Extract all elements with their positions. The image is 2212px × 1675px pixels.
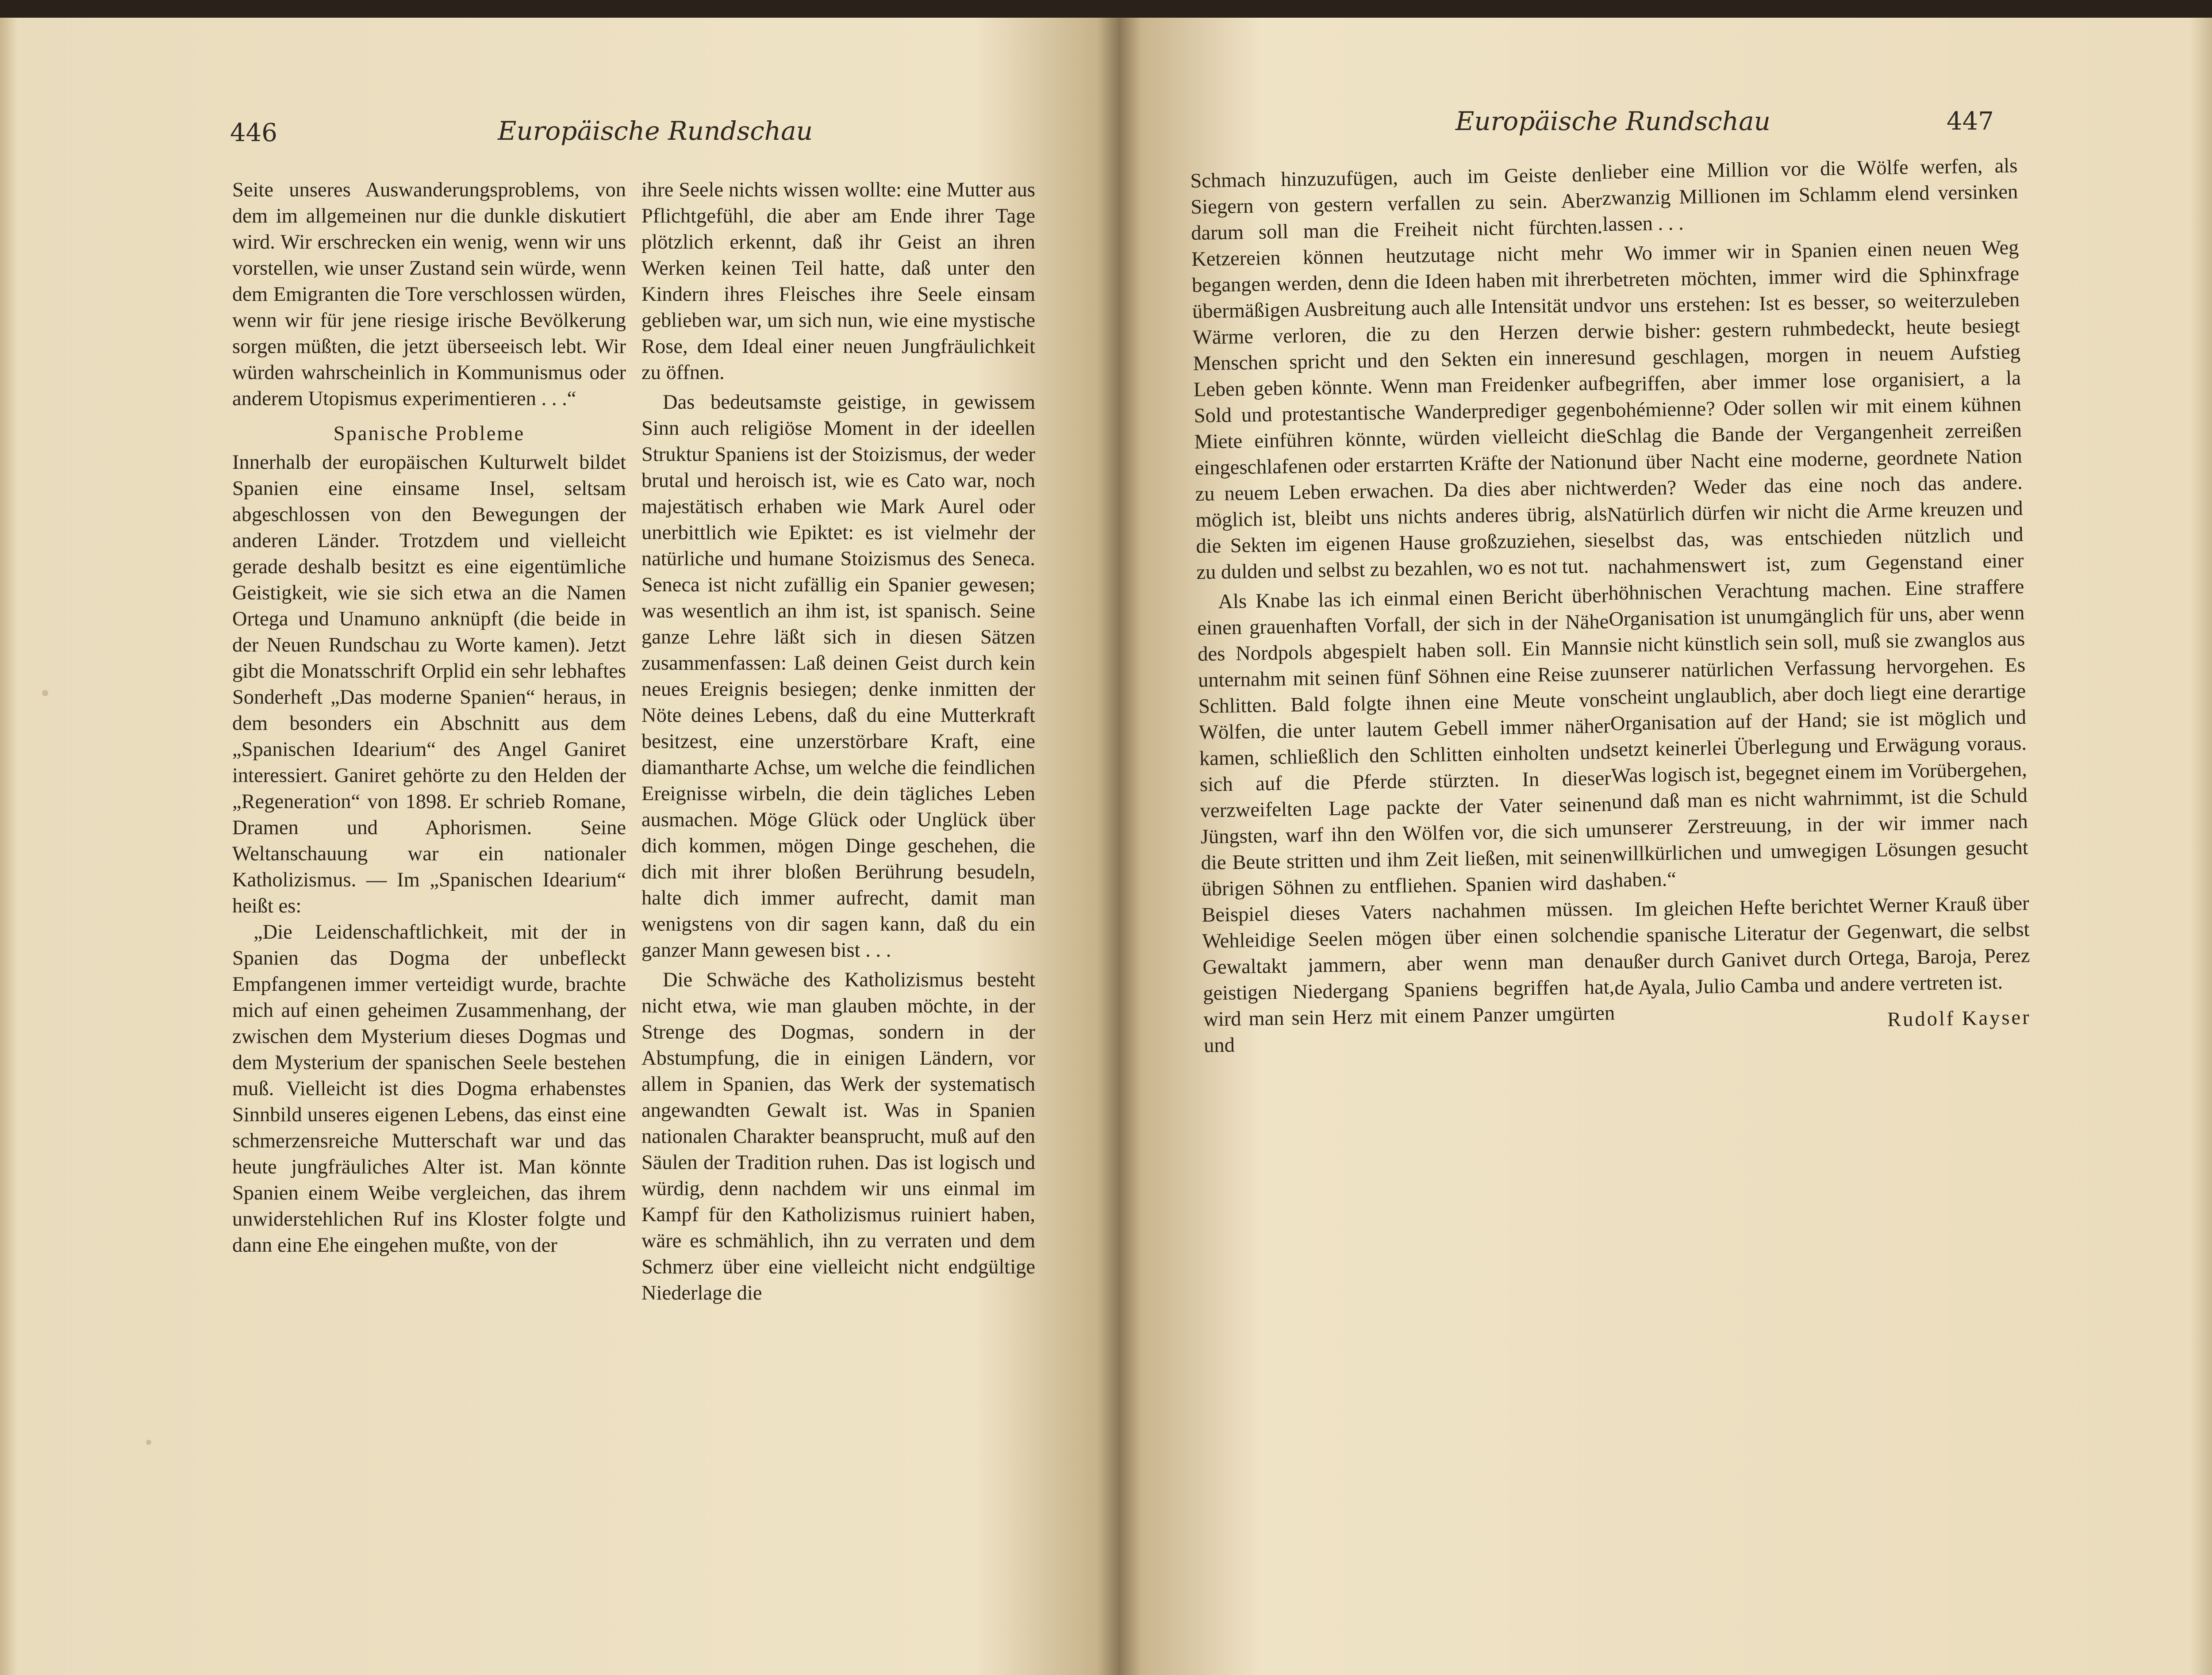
paragraph: Im gleichen Hefte berichtet Werner Krauß über die spanische Literatur der Gegenwart, die selbst außer durch Ganivet durch Ortega, Baroja, Perez de Ayala, Julio Camba und andere vertreten ist. [1613,892,2030,1000]
paragraph: ihre Seele nichts wissen wollte: eine Mutter aus Pflichtgefühl, die aber am Ende ihrer Tage plötzlich erkennt, daß ihr Geist an ihren Werken keinen Teil hatte, daß unter den Kindern ihres Fleisches ihre Seele einsam geblieben war, um sich nun, wie eine mystische Rose, dem Ideal einer neuen Jungfräulichkeit zu öffnen. [641,179,1035,384]
left-page-column-1 [232,177,626,1258]
paragraph: lieber eine Million vor die Wölfe werfen, als zwanzig Millionen im Schlamm elend versinken lassen . . . [1601,154,2018,236]
right-folio: 447 [1947,107,1994,136]
paper-stain [146,1440,151,1445]
section-heading: Spanische Probleme [333,422,525,445]
right-running-head: Europäische Rundschau [1455,106,1771,136]
paragraph: Wo immer wir in Spanien einen neuen Weg betreten möchten, immer wird die Sphinxfrage vor uns erstehen: Ist es besser, so weiterzuleben wie bisher: gestern ruhmbedeckt, heute besiegt und geschlagen, morgen in neuem Aufstieg begriffen, aber immer lose organisiert, a la bohémienne? Oder sollen wir mit einem kühnen Schlag die Bande der Vergangenheit zerreißen und über Nacht eine moderne, geordnete Nation werden? Weder das eine noch das andere. Natürlich dürfen wir nicht die Arme kreuzen und selbst das, was entschieden nützlich und nachahmenswert ist, zum Gegenstand einer höhnischen Verachtung machen. Eine straffere Organisation ist unumgänglich für uns, aber wenn sie nicht künstlich sein soll, muß sie zwanglos aus unserer natürlichen Verfassung hervorgehen. Es scheint unglaublich, aber doch liegt eine derartige Organisation auf der Hand; sie ist möglich und setzt keinerlei Überlegung und Erwägung voraus. Was logisch ist, begegnet einem im Vorübergehen, und daß man es nicht wahrnimmt, ist die Schuld unserer Zerstreuung, in der wir immer nach willkürlichen und umwegigen Lösungen gesucht haben.“ [1603,236,2028,892]
paragraph: Das bedeutsamste geistige, in gewissem Sinn auch religiöse Moment in der ideellen Struktur Spaniens ist der Stoizismus, der weder brutal und heroisch ist, wie es Cato war, noch majestätisch erhaben wie Mark Aurel oder unerbittlich wie Epiktet: es ist vielmehr der natürliche und humane Stoizismus des Seneca. Seneca ist nicht zufällig ein Spanier gewesen; was wesentlich an ihm ist, ist spanisch. Seine ganze Lehre läßt sich in diesen Sätzen zusammenfassen: Laß deinen Geist durch kein neues Ereignis besiegen; denke inmitten der Nöte deines Lebens, daß du eine Mutterkraft besitzest, eine unzerstörbare Kraft, eine diamantharte Achse, um welche die feindlichen Ereignisse wirbeln, die dein tägliches Leben ausmachen. Möge Glück oder Unglück über dich kommen, mögen Dinge geschehen, die dich mit ihrer bloßen Berührung besudeln, halte dich immer aufrecht, damit man wenigstens von dir sagen kann, daß du ein ganzer Mann gewesen bist . . . [641,391,1035,962]
paragraph: Innerhalb der europäischen Kulturwelt bildet Spanien eine einsame Insel, seltsam abgeschlossen von den Bewegungen der anderen Länder. Trotzdem und vielleicht gerade deshalb besitzt es eine eigentümliche Geistigkeit, wie sie sich etwa an die Namen Ortega und Unamuno anknüpft (die beide in der Neuen Rundschau zu Worte kamen). Jetzt gibt die Monatsschrift Orplid ein sehr lebhaftes Sonderheft „Das moderne Spanien“ heraus, in dem besonders ein Abschnitt aus dem „Spanischen Idearium“ des Angel Ganiret interessiert. Ganiret gehörte zu den Helden der „Regeneration“ von 1898. Er schrieb Romane, Dramen und Aphorismen. Seine Weltanschauung war ein nationaler Katholizismus. — Im „Spanischen Idearium“ heißt es: [232,451,626,917]
author-signature: Rudolf Kayser [1887,1006,2031,1031]
left-folio: 446 [230,119,277,147]
paragraph: Schmach hinzuzufügen, auch im Geiste den Siegern von gestern verfallen zu sein. Aber darum soll man die Freiheit nicht fürchten. Ketzereien können heutzutage nicht mehr begangen werden, denn die Ideen haben mit ihrer übermäßigen Ausbreitung auch alle Intensität und Wärme verloren, die zu den Herzen der Menschen spricht und den Sekten ein inneres Leben geben könnte. Wenn man Freidenker auf Sold und protestantische Wanderprediger gegen Miete einführen könnte, würden vielleicht die eingeschlafenen oder erstarrten Kräfte der Nation zu neuem Leben erwachen. Da dies aber nicht möglich ist, bleibt uns nichts anderes übrig, als die Sekten im eigenen Hause großzuziehen, sie zu dulden und selbst zu bezahlen, wo es not tut. [1190,163,1608,584]
paper-stain [42,690,48,696]
paragraph: „Die Leidenschaftlichkeit, mit der in Spanien das Dogma der unbefleckt Empfangenen immer verteidigt wurde, brachte mich auf einen geheimen Zusammenhang, der zwischen dem Mysterium dieses Dogmas und dem Mysterium der spanischen Seele bestehen muß. Vielleicht ist dies Dogma erhabenstes Sinnbild unseres eigenen Lebens, das einst eine schmerzensreiche Mutterschaft war und das heute jungfräuliches Alter ist. Man könnte Spanien einem Weibe vergleichen, das ihrem unwiderstehlichen Ruf ins Kloster folgte und dann eine Ehe eingehen mußte, von der [232,921,626,1257]
paragraph: Seite unseres Auswanderungsproblems, von dem im allgemeinen nur die dunkle diskutiert wird. Wir erschrecken ein wenig, wenn wir uns vorstellen, wie unser Zustand sein würde, wenn dem Emigranten die Tore verschlossen würden, wenn wir für jene riesige irische Bevölkerung sorgen müßten, die jetzt überseeisch lebt. Wir würden wahrscheinlich in Kommunismus oder anderem Utopismus experimentieren . . .“ [232,179,626,410]
paragraph: Als Knabe las ich einmal einen Bericht über einen grauenhaften Vorfall, der sich in der Nähe des Nordpols abgespielt haben soll. Ein Mann unternahm mit seinen fünf Söhnen eine Reise zu Schlitten. Bald folgte ihnen eine Meute von Wölfen, die unter lautem Gebell immer näher kamen, schließlich den Schlitten einholten und sich auf die Pferde stürzten. In dieser verzweifelten Lage packte der Vater seinen Jüngsten, warf ihn den Wölfen vor, die sich um die Beute stritten und ihm Zeit ließen, mit seinen übrigen Söhnen zu entfliehen. Spanien wird das Beispiel dieses Vaters nachahmen müssen. Wehleidige Seelen mögen über einen solchen Gewaltakt jammern, aber wenn man den geistigen Niedergang Spaniens begriffen hat, wird man sein Herz mit einem Panzer umgürten und [1197,584,1615,1057]
right-page-column-2 [1601,153,2031,1037]
right-page-column-1 [1190,161,1616,1058]
scan-background [0,0,2212,18]
left-page-column-2 [641,177,1035,1306]
paragraph: Die Schwäche des Katholizismus besteht nicht etwa, wie man glauben möchte, in der Strenge des Dogmas, sondern in der Abstumpfung, die in einigen Ländern, vor allem in Spanien, das Werk der systematisch angewandten Gewalt ist. Was in Spanien nationalen Charakter beansprucht, muß auf den Säulen der Tradition ruhen. Das ist logisch und würdig, denn nachdem wir uns einmal im Kampf für den Katholizismus ruiniert haben, wäre es schmählich, ihn zu verraten und dem Schmerz über eine vielleicht nicht endgültige Niederlage die [641,969,1035,1304]
left-running-head: Europäische Rundschau [498,116,813,146]
